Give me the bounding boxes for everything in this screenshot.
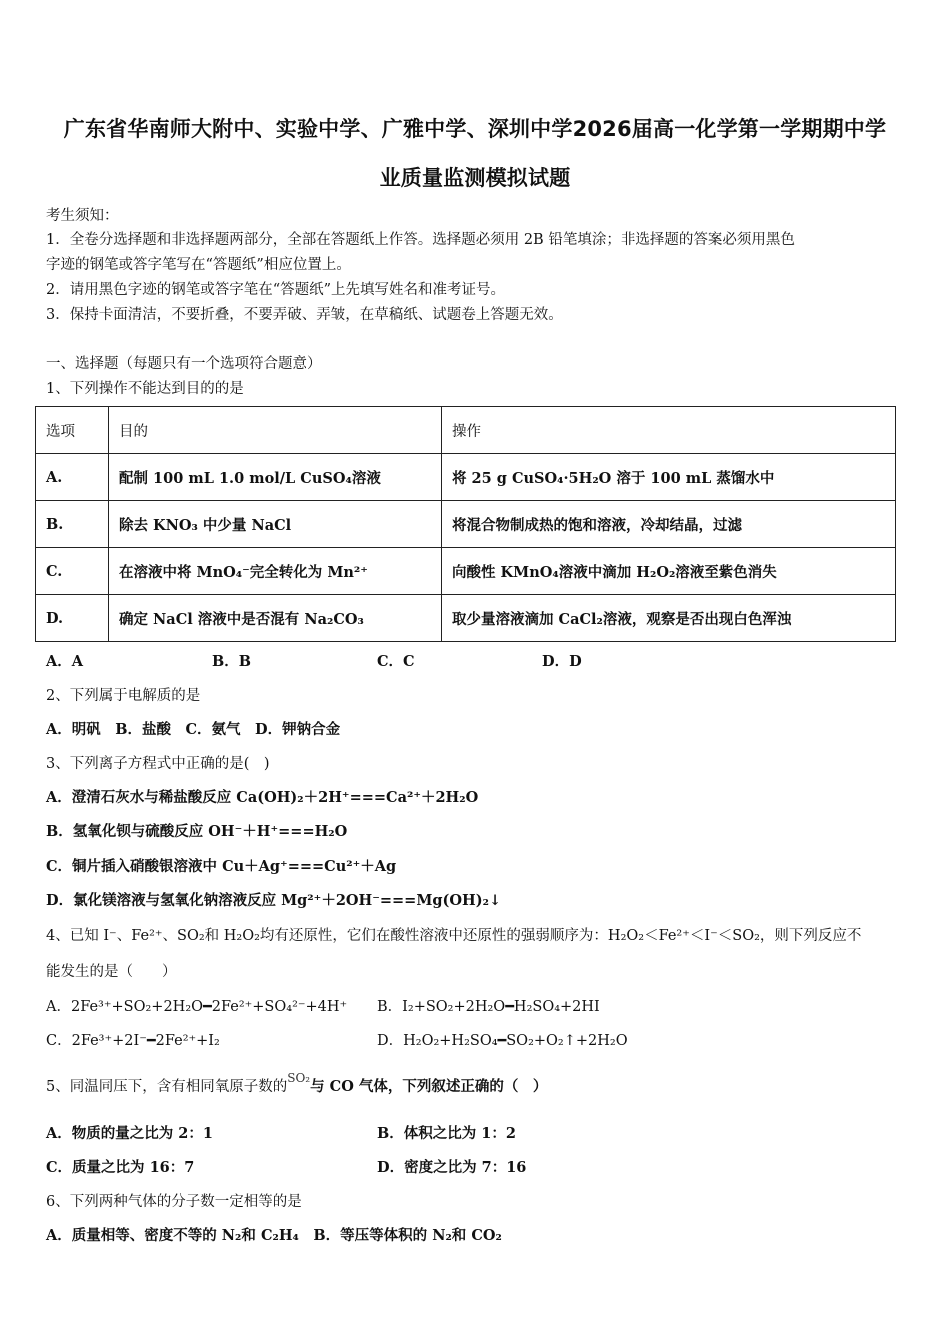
- q1-answer-c: C．C: [377, 653, 415, 670]
- q1-answer-b: B．B: [212, 653, 252, 670]
- notice-item-1b: 字迹的钢笔或答字笔写在“答题纸”相应位置上。: [46, 257, 351, 273]
- notice-item-3: 3．保持卡面清洁，不要折叠，不要弄破、弄皱，在草稿纸、试题卷上答题无效。: [46, 307, 563, 323]
- section-heading: 一、选择题（每题只有一个选项符合题意）: [46, 356, 322, 372]
- table-row: [36, 454, 896, 501]
- table-row: [36, 595, 896, 642]
- row-operation: 取少量溶液滴加 CaCl₂溶液，观察是否出现白色浑浊: [442, 595, 896, 642]
- q2-options: A．明矾 B．盐酸 C．氨气 D．钾钠合金: [46, 721, 341, 738]
- q2-stem: 2、下列属于电解质的是: [46, 688, 201, 704]
- q6-stem: 6、下列两种气体的分子数一定相等的是: [46, 1194, 302, 1210]
- q5-option-b: B．体积之比为 1：2: [377, 1125, 516, 1142]
- q1-answer-a: A．A: [46, 653, 84, 670]
- table-header-row: [36, 407, 896, 454]
- q5-stem-post: 与 CO 气体，下列叙述正确的（ ）: [310, 1078, 548, 1095]
- row-operation: 将混合物制成热的饱和溶液，冷却结晶，过滤: [442, 501, 896, 548]
- header-goal: 目的: [109, 407, 442, 454]
- q4-option-b: B．I₂+SO₂+2H₂O━H₂SO₄+2HI: [377, 999, 600, 1015]
- q3-option-d: D．氯化镁溶液与氢氧化钠溶液反应 Mg²⁺＋2OH⁻===Mg(OH)₂↓: [46, 892, 502, 909]
- q1-table: [35, 406, 896, 642]
- q3-option-a: A．澄清石灰水与稀盐酸反应 Ca(OH)₂＋2H⁺===Ca²⁺＋2H₂O: [46, 789, 479, 806]
- header-operation: 操作: [442, 407, 896, 454]
- row-operation: 向酸性 KMnO₄溶液中滴加 H₂O₂溶液至紫色消失: [442, 548, 896, 595]
- table-row: [36, 548, 896, 595]
- q3-option-b: B．氢氧化钡与硫酸反应 OH⁻＋H⁺===H₂O: [46, 823, 348, 840]
- row-option: C.: [36, 548, 109, 595]
- row-operation: 将 25 g CuSO₄·5H₂O 溶于 100 mL 蒸馏水中: [442, 454, 896, 501]
- exam-title-line1: 广东省华南师大附中、实验中学、广雅中学、深圳中学2026届高一化学第一学期期中学: [63, 117, 887, 141]
- q5-stem-pre: 5、同温同压下，含有相同氧原子数的: [46, 1079, 288, 1095]
- q3-option-c: C．铜片插入硝酸银溶液中 Cu＋Ag⁺===Cu²⁺＋Ag: [46, 858, 397, 875]
- q5-stem: [46, 1071, 548, 1096]
- row-option: A.: [36, 454, 109, 501]
- row-goal: 配制 100 mL 1.0 mol/L CuSO₄溶液: [109, 454, 442, 501]
- q4-stem-line1: 4、已知 I⁻、Fe²⁺、SO₂和 H₂O₂均有还原性，它们在酸性溶液中还原性的强弱顺序为：H₂O₂＜Fe²⁺＜I⁻＜SO₂，则下列反应不: [46, 928, 862, 944]
- row-goal: 确定 NaCl 溶液中是否混有 Na₂CO₃: [109, 595, 442, 642]
- row-option: D.: [36, 595, 109, 642]
- q6-options-ab: A．质量相等、密度不等的 N₂和 C₂H₄ B．等压等体积的 N₂和 CO₂: [46, 1227, 502, 1244]
- exam-title-line2: 业质量监测模拟试题: [379, 166, 571, 190]
- header-option: 选项: [36, 407, 109, 454]
- row-goal: 在溶液中将 MnO₄⁻完全转化为 Mn²⁺: [109, 548, 442, 595]
- q5-option-d: D．密度之比为 7：16: [377, 1159, 527, 1176]
- notice-heading: 考生须知：: [46, 208, 119, 224]
- q4-option-a: A．2Fe³⁺+SO₂+2H₂O━2Fe²⁺+SO₄²⁻+4H⁺: [46, 999, 348, 1015]
- notice-item-1a: 1．全卷分选择题和非选择题两部分，全部在答题纸上作答。选择题必须用 2B 铅笔填涂；非选择题的答案必须用黑色: [46, 232, 795, 248]
- q5-option-c: C．质量之比为 16：7: [46, 1159, 195, 1176]
- q4-option-c: C．2Fe³⁺+2I⁻━2Fe²⁺+I₂: [46, 1033, 220, 1049]
- row-option: B.: [36, 501, 109, 548]
- table-row: [36, 501, 896, 548]
- q1-answer-d: D．D: [542, 653, 582, 670]
- q4-stem-line2: 能发生的是（ ）: [46, 964, 177, 980]
- q1-stem: 1、下列操作不能达到目的的是: [46, 381, 244, 397]
- q5-stem-formula: SO₂: [287, 1071, 311, 1085]
- q5-option-a: A．物质的量之比为 2：1: [46, 1125, 213, 1142]
- q4-option-d: D．H₂O₂+H₂SO₄━SO₂+O₂↑+2H₂O: [377, 1033, 628, 1049]
- row-goal: 除去 KNO₃ 中少量 NaCl: [109, 501, 442, 548]
- notice-item-2: 2．请用黑色字迹的钢笔或答字笔在“答题纸”上先填写姓名和准考证号。: [46, 282, 506, 298]
- q3-stem: 3、下列离子方程式中正确的是( ): [46, 756, 270, 772]
